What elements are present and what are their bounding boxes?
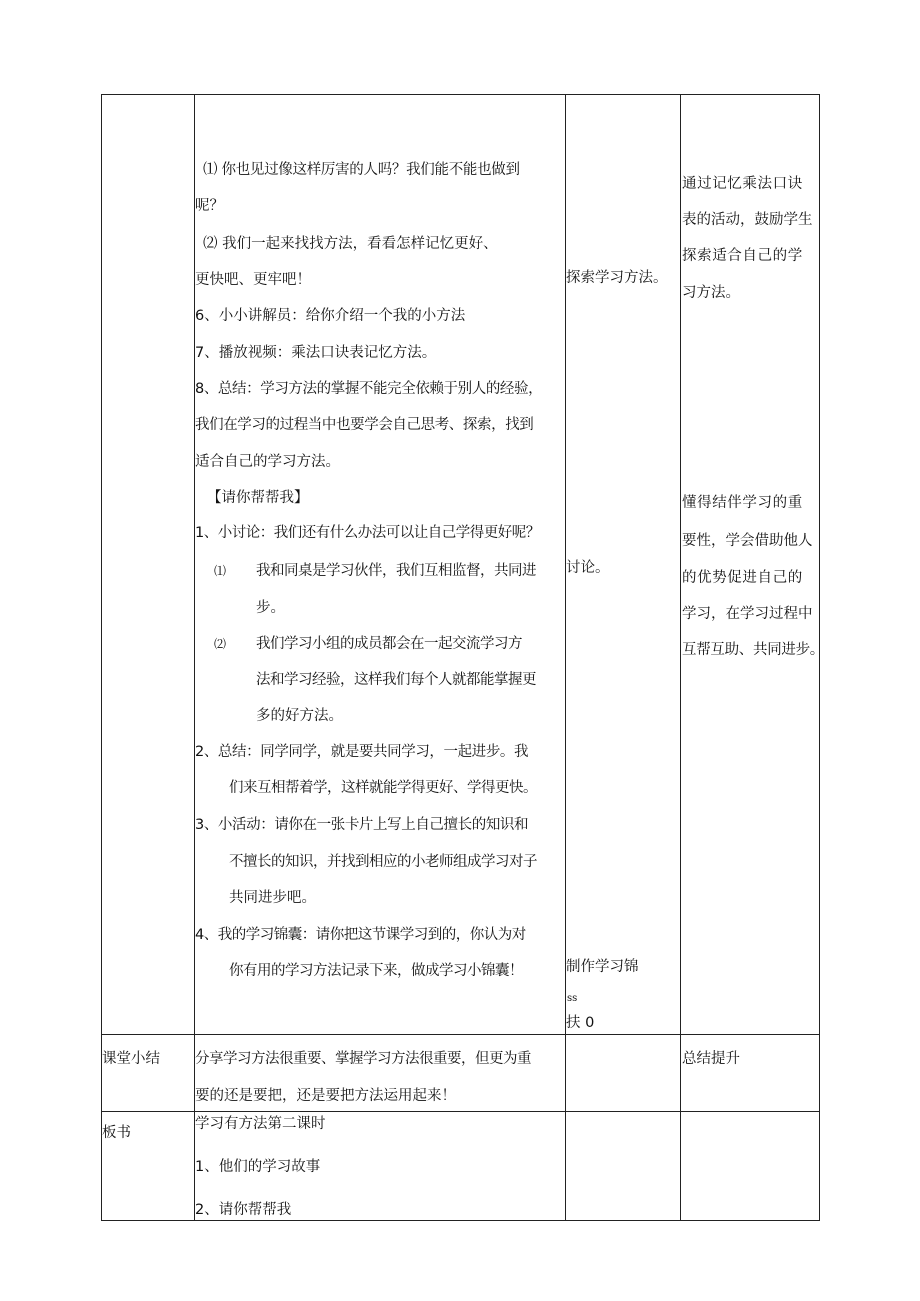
discussion-item-2-continued: 们来互相帮着学，这样就能学得更好、学得更快。	[229, 780, 537, 796]
board-item-1: 1、他们的学习故事	[195, 1159, 321, 1175]
intent-2-line-4: 学习，在学习过程中	[682, 606, 813, 622]
column-divider-3	[680, 94, 681, 1221]
question-2-continued: 更快吧、更牢吧！	[195, 272, 311, 288]
activity-small-note: ss	[567, 993, 578, 1004]
summary-row-content: 分享学习方法很重要、掌握学习方法很重要，但更为重	[195, 1051, 531, 1067]
item-8-summary: 8、总结：学习方法的掌握不能完全依赖于别人的经验，	[195, 381, 543, 397]
activity-explore-methods: 探索学习方法。	[566, 270, 668, 286]
board-row-divider	[101, 1111, 820, 1112]
intent-1-line-3: 探索适合自己的学	[682, 248, 803, 264]
question-2: ⑵ 我们一起来找找方法，看看怎样记忆更好、	[203, 236, 498, 252]
board-title: 学习有方法第二课时	[195, 1116, 326, 1132]
discussion-1b: 我们学习小组的成员都会在一起交流学习方	[256, 636, 522, 652]
board-row-label: 板书	[102, 1125, 131, 1141]
discussion-item-4-continued: 你有用的学习方法记录下来，做成学习小锦囊！	[229, 963, 523, 979]
discussion-item-4: 4、我的学习锦囊：请你把这节课学习到的，你认为对	[195, 927, 526, 943]
table-border-bottom	[101, 1220, 820, 1221]
intent-1-line-4: 习方法。	[682, 285, 740, 301]
summary-row-content-line-2: 要的还是要把，还是要把方法运用起来！	[195, 1088, 456, 1104]
discussion-item-1: 1、小讨论：我们还有什么办法可以让自己学得更好呢？	[195, 525, 540, 541]
section-title-help-me: 【请你帮帮我】	[207, 490, 309, 506]
discussion-1a-number: ⑴	[214, 564, 227, 578]
table-border-top	[101, 94, 820, 95]
board-item-2: 2、请你帮帮我	[195, 1202, 292, 1218]
summary-row-label: 课堂小结	[102, 1051, 160, 1067]
discussion-item-2: 2、总结：同学同学，就是要共同学习，一起进步。我	[195, 744, 529, 760]
discussion-1a: 我和同桌是学习伙伴，我们互相监督，共同进	[256, 563, 536, 579]
activity-make-tips-bag: 制作学习锦	[566, 959, 639, 975]
intent-2-line-1: 懂得结伴学习的重	[682, 495, 803, 511]
intent-2-line-2: 要性，学会借助他人	[682, 533, 813, 549]
item-8-summary-line-3: 适合自己的学习方法。	[195, 454, 340, 470]
intent-1-line-1: 通过记忆乘法口诀	[682, 176, 803, 192]
summary-row-divider	[101, 1034, 820, 1035]
question-1-continued: 呢？	[195, 198, 224, 214]
question-1: ⑴ 你也见过像这样厉害的人吗？我们能不能也做到	[203, 162, 520, 178]
summary-row-intent: 总结提升	[682, 1051, 740, 1067]
discussion-1b-number: ⑵	[214, 637, 227, 651]
discussion-1b-line-2: 法和学习经验，这样我们每个人就都能掌握更	[256, 672, 536, 688]
item-8-summary-line-2: 我们在学习的过程当中也要学会自己思考、探索，找到	[195, 417, 534, 433]
item-7-play-video: 7、播放视频：乘法口诀表记忆方法。	[195, 345, 437, 361]
discussion-item-3-line-2: 不擅长的知识，并找到相应的小老师组成学习对子	[229, 854, 537, 870]
intent-2-line-5: 互帮互助、共同进步。	[682, 642, 824, 658]
discussion-item-3: 3、小活动：请你在一张卡片上写上自己擅长的知识和	[195, 817, 529, 833]
intent-1-line-2: 表的活动，鼓励学生	[682, 212, 813, 228]
item-6-mini-presenter: 6、小小讲解员：给你介绍一个我的小方法	[195, 308, 466, 324]
discussion-1b-line-3: 多的好方法。	[256, 708, 343, 724]
intent-2-line-3: 的优势促进自己的	[682, 570, 803, 586]
activity-discuss: 讨论。	[566, 560, 610, 576]
activity-note-line-2: 扶 0	[566, 1015, 595, 1031]
discussion-item-3-line-3: 共同进步吧。	[229, 890, 316, 906]
discussion-1a-continued: 步。	[256, 600, 285, 616]
column-divider-2	[565, 94, 566, 1221]
